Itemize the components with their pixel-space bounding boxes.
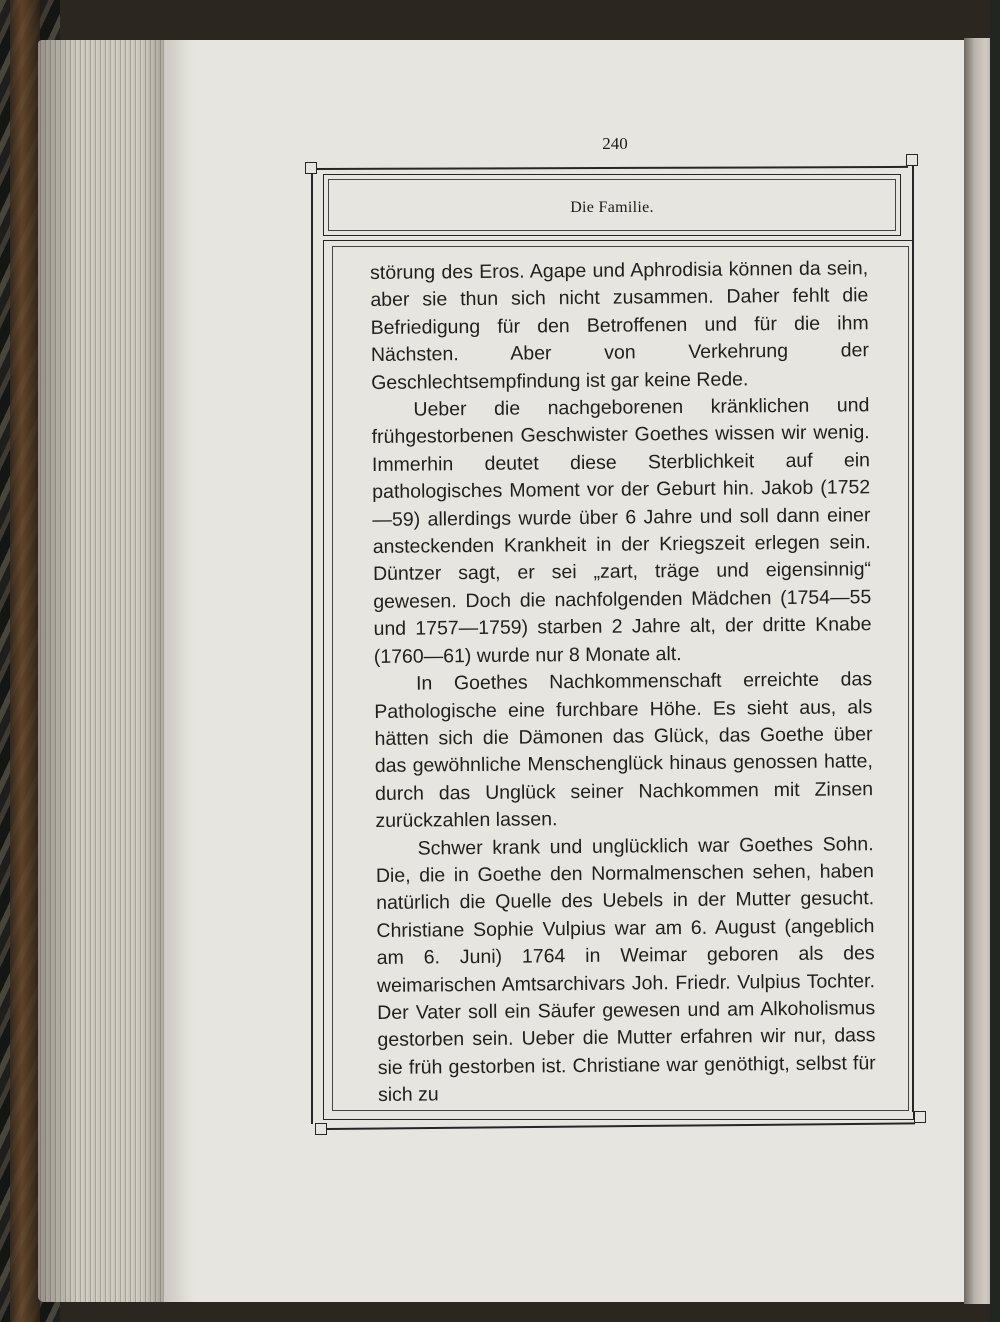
body-text — [370, 255, 876, 1109]
frame-corner-bottom-right — [914, 1111, 926, 1123]
frame-corner-top-right — [906, 154, 918, 166]
frame-corner-top-left — [305, 162, 317, 174]
running-head-frame — [323, 174, 901, 236]
page-gutter-shadow — [164, 40, 194, 1302]
paragraph-3: In Goethes Nachkommenschaft erreichte das Pathologische eine furchbare Höhe. Es sieht aus, als hätten sich die Dämonen das Glück, das Goethe über das gewöhnliche Menschenglück hinaus genossen hatte, durch das Unglück seiner Nachkommen mit Zinsen zurückzahlen lassen. — [374, 668, 874, 833]
paragraph-1: störung des Eros. Agape und Aphrodisia können da sein, aber sie thun sich nicht zusammen. Daher fehlt die Befriedigung für den Betroffenen und für die ihm Nächsten. Aber von Verkehrung der Geschlechtsempfindung ist gar keine Rede. — [370, 257, 869, 394]
book-spine-edge — [10, 0, 40, 1322]
page-edges-shade — [38, 40, 166, 1302]
paragraph-4: Schwer krank und unglücklich war Goethes Sohn. Die, die in Goethe den Normalmenschen sehen, haben natürlich die Quelle des Uebels in der Mutter gesucht. Christiane Sophie Vulpius war am 6. August (angeblich am 6. Juni) 1764 in Weimar geboren als des weimarischen Amtsarchivars Joh. Friedr. Vulpius Tochter. Der Vater soll ein Säufer gewesen und am Alkoholismus gestorben sein. Ueber die Mutter erfahren wir nur, dass sie früh gestorben ist. Christiane war genöthigt, selbst für sich zu — [375, 832, 876, 1107]
book-cover-right — [990, 0, 1000, 1322]
frame-corner-bottom-left — [315, 1123, 327, 1135]
running-head: Die Familie. — [570, 199, 654, 216]
frame-rule-left — [311, 174, 313, 1124]
paragraph-2: Ueber die nachgeborenen kränklichen und frühgestorbenen Geschwister Goethes wissen wir wenig. Immerhin deutet diese Sterblichkeit auf ein pathologisches Moment vor der Geburt hin. Jakob (1752—59) allerdings wurde über 6 Jahre und soll dann einer ansteckenden Krankheit in der Kriegszeit erlegen sein. Düntzer sagt, er sei „zart, träge und eigensinnig“ gewesen. Doch die nachfolgenden Mädchen (1754—55 und 1757—1759) starben 2 Jahre alt, der dritte Knabe (1760—61) wurde nur 8 Monate alt. — [371, 394, 872, 668]
page-number: 240 — [602, 134, 628, 153]
